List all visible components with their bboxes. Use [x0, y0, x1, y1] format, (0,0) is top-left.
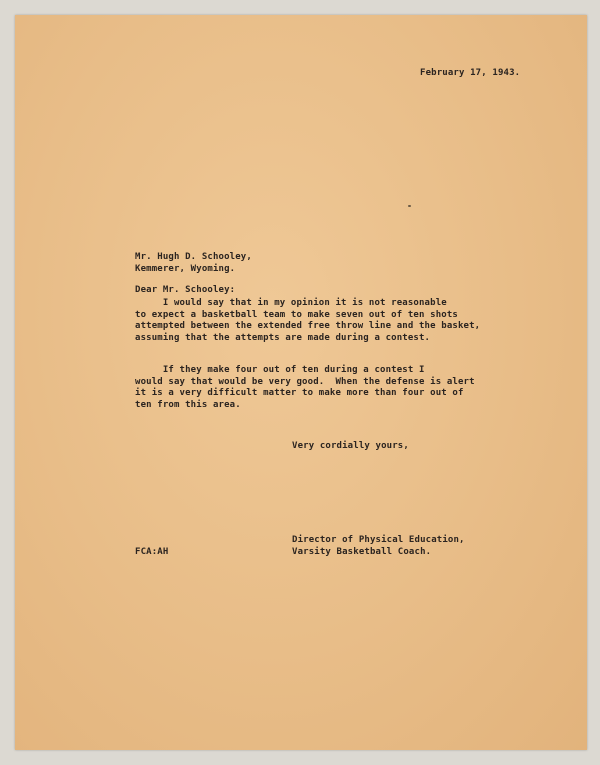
paper-speck	[408, 205, 411, 207]
complimentary-close: Very cordially yours,	[292, 441, 409, 451]
salutation: Dear Mr. Schooley:	[135, 285, 236, 295]
paragraph-line: If they make four out of ten during a contest I	[135, 365, 425, 375]
paragraph-line: to expect a basketball team to make seven out of ten shots	[135, 309, 458, 320]
recipient-name: Mr. Hugh D. Schooley,	[135, 252, 252, 262]
paragraph-line: I would say that in my opinion it is not reasonable	[135, 298, 447, 308]
recipient-location: Kemmerer, Wyoming.	[135, 263, 236, 274]
paragraph-line: ten from this area.	[135, 399, 241, 410]
reference-initials: FCA:AH	[135, 547, 169, 557]
signature-block	[292, 535, 465, 558]
signature-title-line: Varsity Basketball Coach.	[292, 546, 432, 557]
paragraph-line: would say that would be very good. When the defense is alert	[135, 376, 475, 387]
recipient-address	[135, 252, 252, 275]
letter-date: February 17, 1943.	[420, 68, 521, 78]
paragraph-line: assuming that the attempts are made during a contest.	[135, 332, 431, 343]
body-paragraph-1	[135, 298, 480, 344]
signature-title-line: Director of Physical Education,	[292, 535, 465, 545]
body-paragraph-2	[135, 365, 475, 411]
paragraph-line: attempted between the extended free throw line and the basket,	[135, 321, 481, 331]
paragraph-line: it is a very difficult matter to make more than four out of	[135, 388, 464, 398]
